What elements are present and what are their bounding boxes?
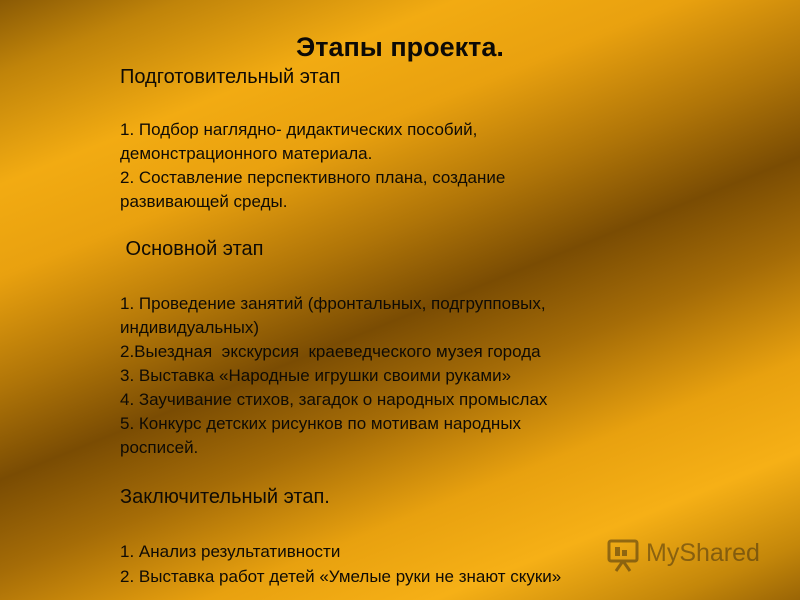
section-heading-final: Заключительный этап. (120, 486, 330, 508)
section-line: развивающей среды. (120, 192, 288, 211)
section-line: 4. Заучивание стихов, загадок о народных промыслах (120, 390, 548, 409)
watermark-text: MyShared (646, 539, 760, 567)
section-heading-main: Основной этап (120, 238, 264, 260)
section-line: индивидуальных) (120, 318, 260, 337)
section-line: 1. Анализ результативности (120, 542, 341, 561)
section-line: 1. Подбор наглядно- дидактических пособий, (120, 120, 478, 139)
section-line: демонстрационного материала. (120, 144, 373, 163)
section-line: росписей. (120, 438, 199, 457)
watermark-logo (606, 537, 766, 573)
section-line: 2. Составление перспективного плана, создание (120, 168, 506, 187)
section-line: 1. Проведение занятий (фронтальных, подгрупповых, (120, 294, 546, 313)
section-line: 5. Конкурс детских рисунков по мотивам народных (120, 414, 522, 433)
presentation-board-icon (606, 537, 642, 573)
section-heading-preparatory: Подготовительный этап (120, 66, 341, 88)
section-line: 2.Выездная экскурсия краеведческого музея города (120, 342, 541, 361)
slide-title: Этапы проекта. (296, 32, 504, 62)
section-line: 2. Выставка работ детей «Умелые руки не знают скуки» (120, 567, 562, 586)
section-line: 3. Выставка «Народные игрушки своими руками» (120, 366, 512, 385)
